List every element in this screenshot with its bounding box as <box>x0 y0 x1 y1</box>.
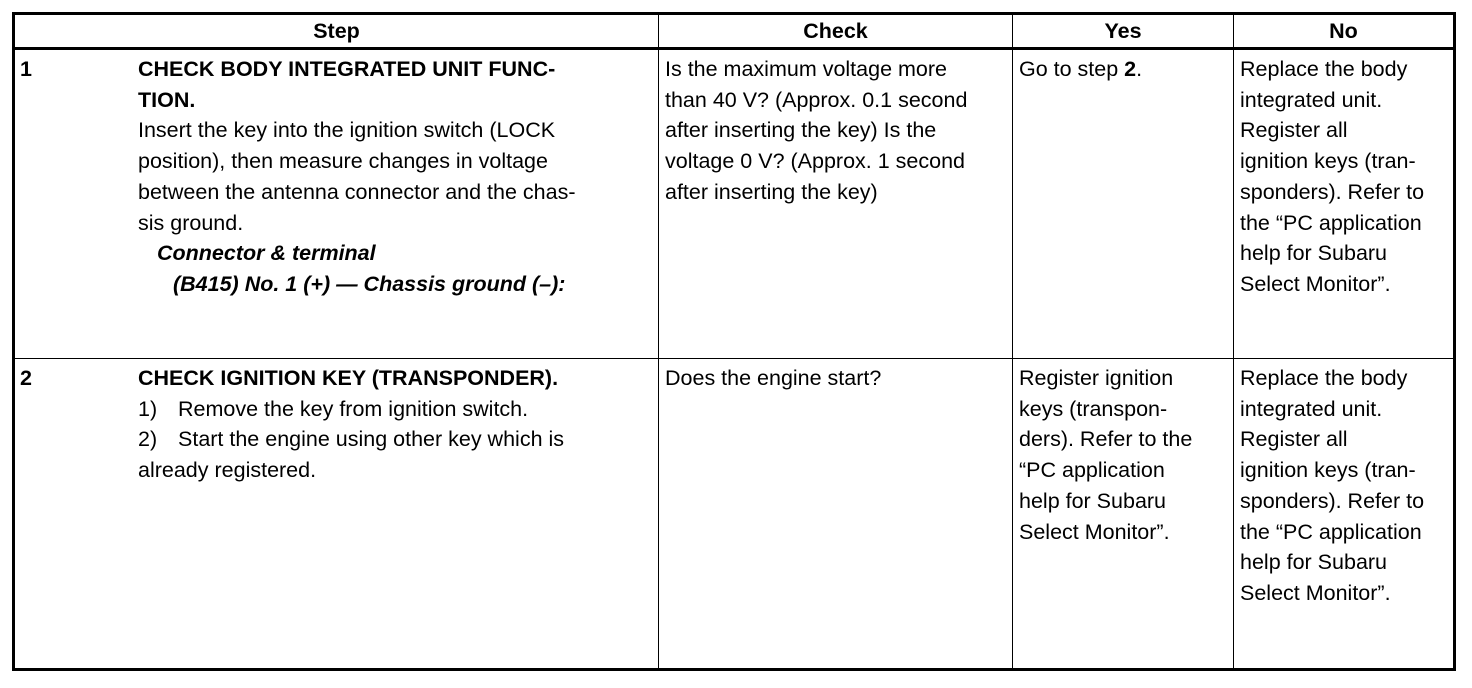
step-list-number: 2) <box>138 427 158 452</box>
check-line: voltage 0 V? (Approx. 1 second <box>665 149 965 174</box>
yes-step-ref: 2 <box>1124 57 1137 81</box>
step-description-line: sis ground. <box>138 210 244 235</box>
step-description-line: between the antenna connector and the chas- <box>138 179 576 204</box>
table-row <box>14 49 1455 359</box>
yes-text: Go to step <box>1019 57 1125 81</box>
no-line: help for Subaru <box>1240 241 1388 266</box>
step-list-number: 1) <box>138 396 158 421</box>
no-cell <box>1234 359 1455 670</box>
no-line: the “PC application <box>1240 210 1422 235</box>
terminal-detail: (B415) No. 1 (+) — Chassis ground (–): <box>173 271 566 296</box>
diagnostic-table <box>12 12 1456 671</box>
terminal-label: Connector & terminal <box>157 241 376 266</box>
step-list-continuation: already registered. <box>138 458 317 483</box>
step-description-line: Insert the key into the ignition switch (LOCK <box>138 118 556 143</box>
yes-cell <box>1013 49 1234 359</box>
step-number: 1 <box>20 57 32 81</box>
yes-line: ders). Refer to the <box>1019 427 1193 452</box>
no-line: Register all <box>1240 118 1348 143</box>
no-line: sponders). Refer to <box>1240 179 1425 204</box>
header-step: Step <box>14 14 659 49</box>
table-row <box>14 359 1455 670</box>
no-line: Select Monitor”. <box>1240 271 1391 296</box>
no-line: ignition keys (tran- <box>1240 458 1416 483</box>
step-title: CHECK IGNITION KEY (TRANSPONDER). <box>138 366 559 390</box>
yes-cell <box>1013 359 1234 670</box>
no-line: Register all <box>1240 427 1348 452</box>
step-number: 2 <box>20 366 32 390</box>
header-check: Check <box>659 14 1013 49</box>
header-yes: Yes <box>1013 14 1234 49</box>
no-line: the “PC application <box>1240 519 1422 544</box>
step-list-item <box>138 424 646 455</box>
check-cell <box>659 49 1013 359</box>
step-list-item <box>138 394 646 425</box>
no-line: Select Monitor”. <box>1240 580 1391 605</box>
no-line: ignition keys (tran- <box>1240 149 1416 174</box>
no-line: help for Subaru <box>1240 550 1388 575</box>
yes-line: Register ignition <box>1019 366 1174 390</box>
check-line: Does the engine start? <box>665 366 882 390</box>
no-line: integrated unit. <box>1240 396 1383 421</box>
check-line: after inserting the key) <box>665 179 878 204</box>
check-line: Is the maximum voltage more <box>665 57 947 81</box>
header-row <box>14 14 1455 49</box>
yes-line: help for Subaru <box>1019 488 1167 513</box>
no-line: Replace the body <box>1240 57 1408 81</box>
step-list-text: Start the engine using other key which is <box>178 427 565 452</box>
yes-line: keys (transpon- <box>1019 396 1168 421</box>
no-cell <box>1234 49 1455 359</box>
yes-text-end: . <box>1136 57 1143 81</box>
check-line: than 40 V? (Approx. 0.1 second <box>665 87 968 112</box>
no-line: Replace the body <box>1240 366 1408 390</box>
yes-line: Select Monitor”. <box>1019 519 1170 544</box>
step-description-line: position), then measure changes in voltage <box>138 149 548 174</box>
no-line: sponders). Refer to <box>1240 488 1425 513</box>
yes-line: “PC application <box>1019 458 1165 483</box>
header-no: No <box>1234 14 1455 49</box>
step-cell <box>14 49 659 359</box>
step-title-cont: TION. <box>138 87 196 112</box>
step-title: CHECK BODY INTEGRATED UNIT FUNC- <box>138 57 556 81</box>
step-cell <box>14 359 659 670</box>
check-cell <box>659 359 1013 670</box>
step-list-text: Remove the key from ignition switch. <box>178 396 529 421</box>
check-line: after inserting the key) Is the <box>665 118 937 143</box>
no-line: integrated unit. <box>1240 87 1383 112</box>
